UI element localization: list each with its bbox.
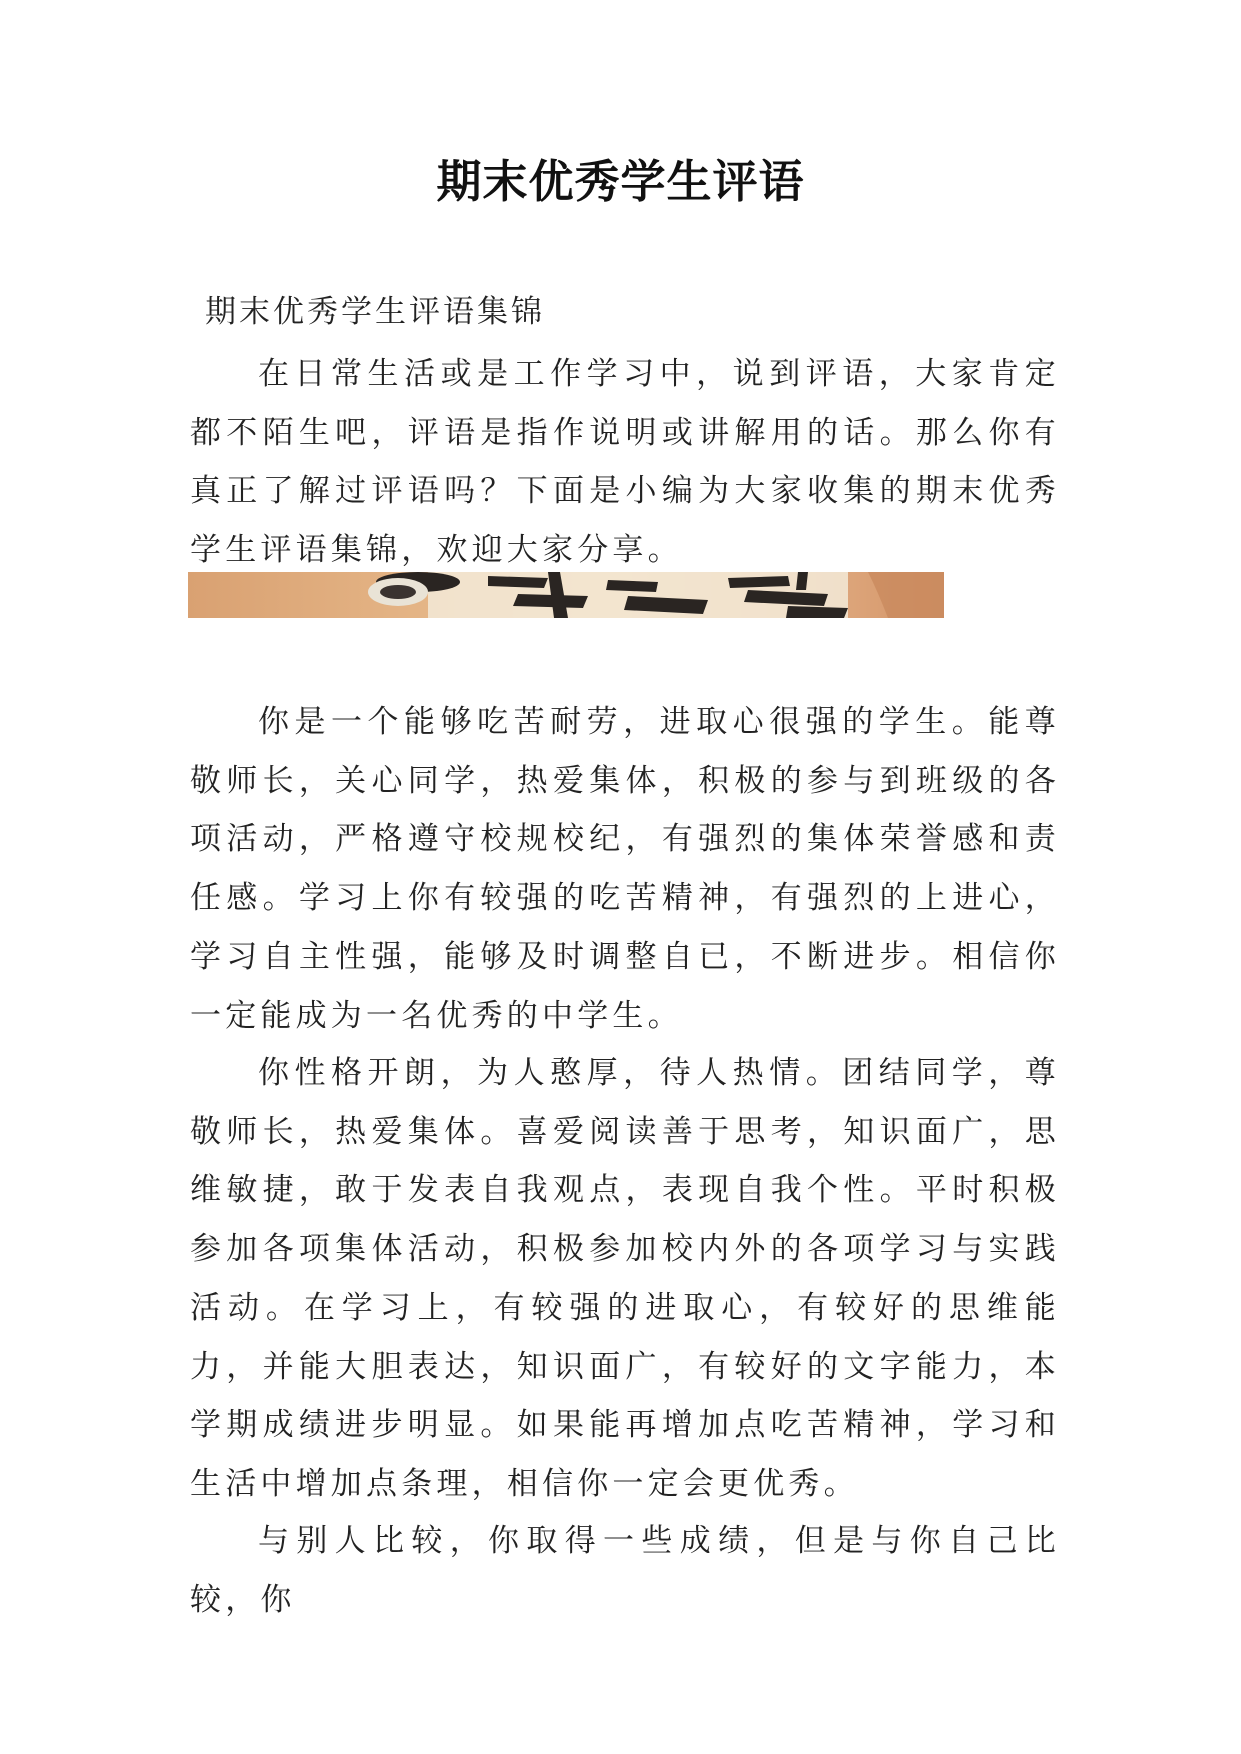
calligraphy-photo <box>188 572 944 618</box>
paragraph-1: 你是一个能够吃苦耐劳，进取心很强的学生。能尊敬师长，关心同学，热爱集体，积极的参与到班级的各项活动，严格遵守校规校纪，有强烈的集体荣誉感和责任感。学习上你有较强的吃苦精神，有强烈的上进心，学习自主性强，能够及时调整自已，不断进步。相信你一定能成为一名优秀的中学生。 <box>190 704 1060 1034</box>
intro-paragraph: 在日常生活或是工作学习中，说到评语，大家肯定都不陌生吧，评语是指作说明或讲解用的话。那么你有真正了解过评语吗？下面是小编为大家收集的期末优秀学生评语集锦，欢迎大家分享。 <box>190 356 1060 569</box>
document-subtitle: 期末优秀学生评语集锦 <box>205 294 545 330</box>
page-title: 期末优秀学生评语 <box>436 155 805 208</box>
paragraph-2: 你性格开朗，为人憨厚，待人热情。团结同学，尊敬师长，热爱集体。喜爱阅读善于思考，知识面广，思维敏捷，敢于发表自我观点，表现自我个性。平时积极参加各项集体活动，积极参加校内外的各项学习与实践活动。在学习上，有较强的进取心，有较好的思维能力，并能大胆表达，知识面广，有较好的文字能力，本学期成绩进步明显。如果能再增加点吃苦精神，学习和生活中增加点条理，相信你一定会更优秀。 <box>190 1055 1060 1502</box>
calligraphy-photo-icon <box>188 572 944 618</box>
paragraph-3: 与别人比较，你取得一些成绩，但是与你自己比较，你 <box>190 1523 1060 1618</box>
